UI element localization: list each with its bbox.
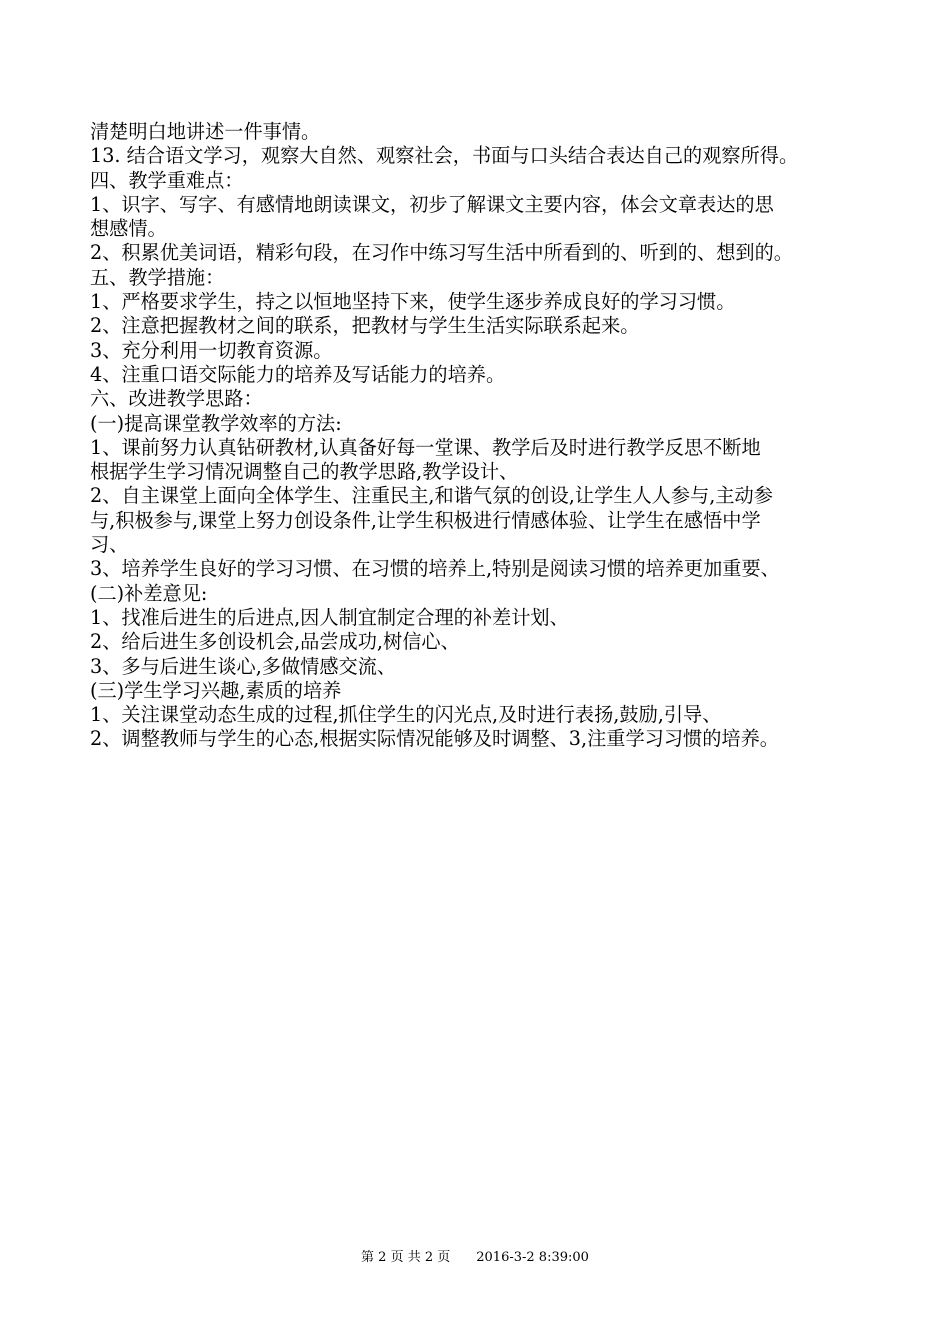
text-line: 1、关注课堂动态生成的过程,抓住学生的闪光点,及时进行表扬,鼓励,引导、: [90, 703, 722, 727]
page-footer: [0, 1250, 950, 1266]
section-heading: 五、教学措施：: [90, 265, 225, 289]
text-line: 2、给后进生多创设机会,品尝成功,树信心、: [90, 630, 460, 654]
document-body: [90, 120, 872, 752]
text-line: 4、注重口语交际能力的培养及写话能力的培养。: [90, 362, 506, 386]
subsection-heading: (三)学生学习兴趣,素质的培养: [90, 678, 342, 702]
text-line: 根据学生学习情况调整自己的教学思路,教学设计、: [90, 460, 519, 484]
text-line: 13. 结合语文学习，观察大自然、观察社会，书面与口头结合表达自己的观察所得。: [90, 144, 799, 168]
text-line: 2、调整教师与学生的心态,根据实际情况能够及时调整、3,注重学习习惯的培养。: [90, 727, 779, 751]
section-heading: 六、改进教学思路：: [90, 387, 263, 411]
text-line: 想感情。: [90, 217, 167, 241]
text-line: 3、充分利用一切教育资源。: [90, 338, 333, 362]
text-line: 习、: [90, 533, 129, 557]
text-line: 3、培养学生良好的学习习惯、在习惯的培养上,特别是阅读习惯的培养更加重要、: [90, 557, 780, 581]
text-line: 1、找准后进生的后进点,因人制宜制定合理的补差计划、: [90, 605, 569, 629]
text-line: 3、多与后进生谈心,多做情感交流、: [90, 654, 397, 678]
text-line: 1、识字、写字、有感情地朗读课文，初步了解课文主要内容，体会文章表达的思: [90, 192, 774, 216]
text-line: 与,积极参与,课堂上努力创设条件,让学生积极进行情感体验、让学生在感悟中学: [90, 508, 761, 532]
section-heading: 四、教学重难点：: [90, 168, 244, 192]
text-line: 1、严格要求学生，持之以恒地坚持下来，使学生逐步养成良好的学习习惯。: [90, 290, 736, 314]
text-line: 2、自主课堂上面向全体学生、注重民主,和谐气氛的创设,让学生人人参与,主动参: [90, 484, 773, 508]
footer-datetime: 2016-3-2 8:39:00: [476, 1250, 589, 1265]
text-line: 2、注意把握教材之间的联系，把教材与学生生活实际联系起来。: [90, 314, 640, 338]
text-line: 清楚明白地讲述一件事情。: [90, 120, 321, 143]
subsection-heading: (一)提高课堂教学效率的方法:: [90, 411, 342, 435]
text-line: 2、积累优美词语，精彩句段，在习作中练习写生活中所看到的、听到的、想到的。: [90, 241, 793, 265]
text-line: 1、课前努力认真钻研教材,认真备好每一堂课、教学后及时进行教学反思不断地: [90, 435, 761, 459]
subsection-heading: (二)补差意见:: [90, 581, 208, 605]
page-number: 第 2 页 共 2 页: [361, 1250, 451, 1265]
